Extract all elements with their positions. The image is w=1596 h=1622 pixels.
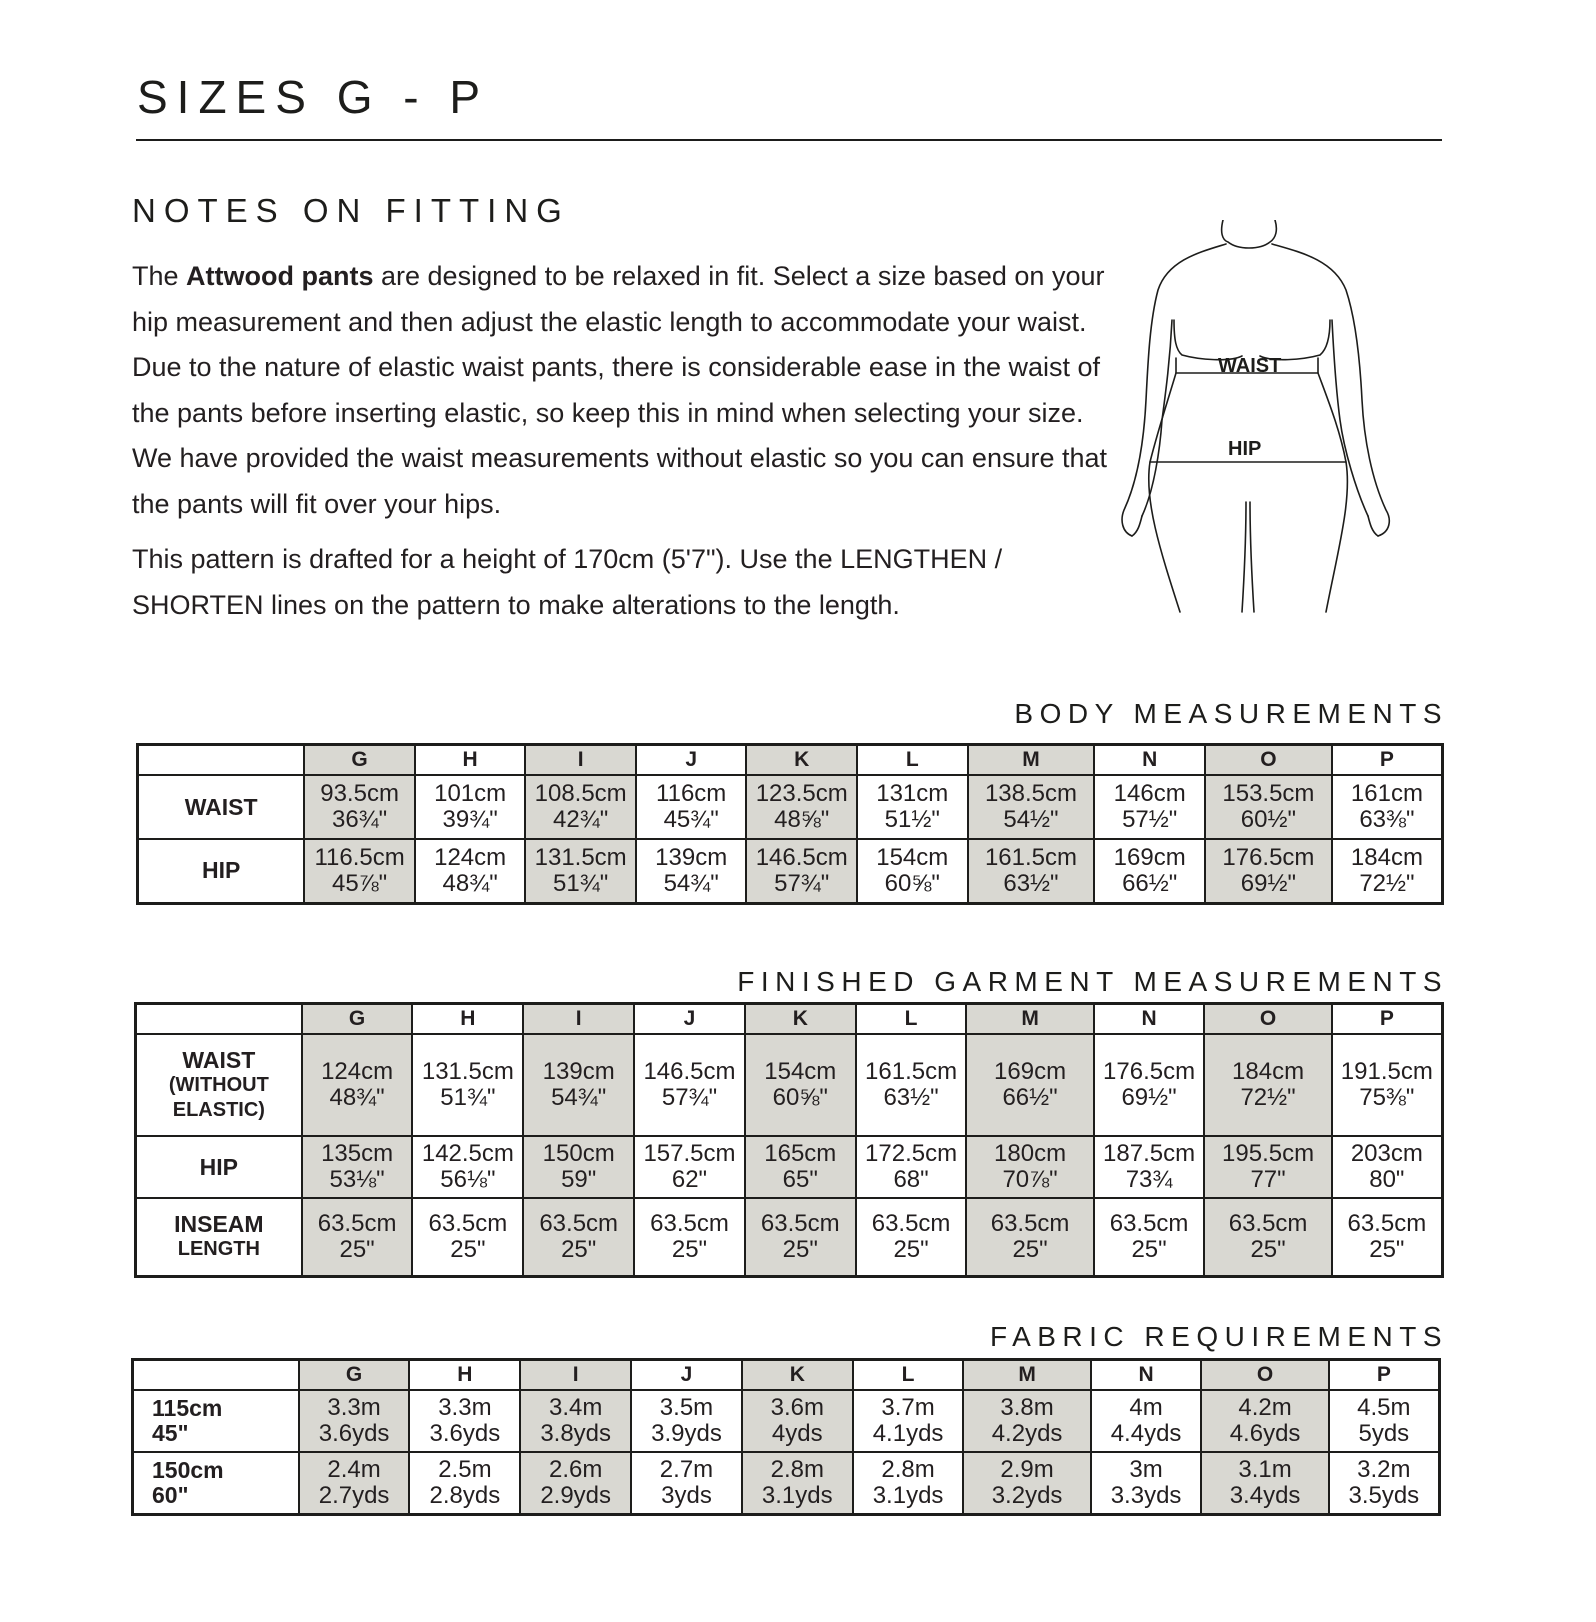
cell-l [856, 1034, 967, 1136]
metric-value: 3.1m [1238, 1455, 1292, 1483]
cell-k [745, 1034, 856, 1136]
imperial-value: 65" [782, 1166, 818, 1193]
imperial-value: 25" [671, 1235, 708, 1263]
notes-paragraph-1 [132, 254, 1117, 527]
imperial-value: 3.9yds [651, 1420, 722, 1447]
cell-h [415, 839, 526, 903]
metric-value: 116.5cm [314, 843, 405, 871]
imperial-value: 56⅛" [440, 1166, 496, 1193]
finished-garment-table [134, 1002, 1444, 1278]
metric-value: 3.3m [327, 1394, 381, 1421]
imperial-value: 69½" [1240, 869, 1297, 897]
row-label: HIP [138, 839, 305, 903]
metric-value: 131.5cm [534, 843, 627, 871]
metric-value: 123.5cm [755, 780, 848, 807]
size-header-n: N [1094, 745, 1205, 776]
size-header-m: M [966, 1004, 1093, 1035]
cell-i [523, 1034, 634, 1136]
cell-i [525, 839, 636, 903]
metric-value: 184cm [1232, 1058, 1305, 1085]
fitting-notes [132, 254, 1117, 638]
imperial-value: 57¾" [774, 869, 830, 897]
metric-value: 161.5cm [865, 1058, 958, 1085]
imperial-value: 57¾" [661, 1084, 718, 1111]
metric-value: 138.5cm [984, 780, 1077, 807]
imperial-value: 51¾" [440, 1084, 496, 1111]
imperial-value: 60½" [1240, 806, 1297, 833]
cell-k [745, 1136, 856, 1198]
cell-j [636, 775, 747, 839]
size-header-k: K [746, 745, 857, 776]
imperial-value: 45¾" [663, 806, 719, 833]
metric-value: 63.5cm [428, 1209, 508, 1237]
cell-n [1091, 1452, 1202, 1514]
cell-p [1329, 1452, 1440, 1514]
metric-value: 154cm [764, 1058, 837, 1085]
imperial-value: 63⅜" [1359, 806, 1415, 833]
size-header-j: J [631, 1360, 742, 1391]
metric-value: 2.9m [1000, 1455, 1054, 1483]
metric-value: 2.8m [770, 1455, 824, 1483]
imperial-value: 4.6yds [1229, 1420, 1301, 1447]
size-header-g: G [299, 1360, 410, 1391]
row-label-line: WAIST [182, 1046, 256, 1073]
body-measurements-table [136, 743, 1444, 905]
imperial-value: 59" [561, 1166, 597, 1193]
cell-o [1201, 1390, 1328, 1452]
para1-text-rest: are designed to be relaxed in fit. Select a size based on your hip measurement and then adjust the elastic length to accommodate your waist. Due to the nature of elastic waist pants, there is considerable ease in the waist of the pants before inserting elastic, so keep this in mind when selecting your size. We have provided the waist measurements without elastic so you can ensure that the pants will fit over your hips. [132, 261, 1108, 519]
metric-value: 187.5cm [1103, 1140, 1196, 1167]
metric-value: 146cm [1113, 780, 1186, 807]
imperial-value: 25" [1012, 1235, 1048, 1263]
metric-value: 63.5cm [317, 1209, 397, 1237]
title-rule [136, 139, 1442, 141]
metric-value: 135cm [321, 1140, 394, 1167]
table-row [136, 1136, 1443, 1198]
cell-p [1332, 1034, 1443, 1136]
imperial-value: 4.2yds [991, 1420, 1063, 1447]
imperial-value: 66½" [1002, 1084, 1058, 1111]
cell-l [856, 1198, 967, 1276]
cell-o [1204, 1136, 1331, 1198]
imperial-value: 25" [1131, 1235, 1167, 1263]
row-label-line: HIP [199, 1153, 239, 1180]
figure-waist-label: WAIST [1218, 355, 1282, 377]
cell-m [966, 1034, 1093, 1136]
size-header-l: L [853, 1360, 964, 1391]
imperial-value: 25" [561, 1235, 597, 1263]
size-header-o: O [1204, 1004, 1331, 1035]
size-header-o: O [1201, 1360, 1328, 1391]
metric-value: 150cm [542, 1140, 615, 1167]
metric-value: 153.5cm [1222, 780, 1315, 807]
figure-hip-label: HIP [1228, 438, 1262, 460]
header-blank [136, 1004, 302, 1035]
imperial-value: 72½" [1359, 869, 1415, 897]
imperial-value: 70⅞" [1002, 1166, 1058, 1193]
metric-value: 2.8m [881, 1455, 935, 1483]
size-header-i: I [520, 1360, 631, 1391]
row-label-line: INSEAM [174, 1210, 264, 1237]
size-header-j: J [636, 745, 747, 776]
cell-h [415, 775, 526, 839]
size-header-n: N [1094, 1004, 1205, 1035]
imperial-value: 60⅝" [884, 869, 940, 897]
cell-i [525, 775, 636, 839]
cell-o [1204, 1034, 1331, 1136]
size-header-i: I [525, 745, 636, 776]
metric-value: 2.6m [549, 1455, 603, 1483]
cell-h [412, 1034, 523, 1136]
row-label: WAIST [138, 775, 305, 839]
metric-value: 2.4m [327, 1455, 381, 1483]
imperial-value: 3.1yds [872, 1481, 944, 1509]
size-header-o: O [1205, 745, 1332, 776]
fabric-requirements-title: FABRIC REQUIREMENTS [990, 1321, 1448, 1352]
imperial-value: 25" [1250, 1235, 1286, 1263]
imperial-value: 54¾" [551, 1084, 607, 1111]
imperial-value: 4.1yds [872, 1420, 944, 1447]
metric-value: 131.5cm [421, 1058, 514, 1085]
metric-value: 63.5cm [760, 1209, 840, 1237]
metric-value: 169cm [1113, 843, 1186, 871]
size-header-l: L [857, 745, 968, 776]
cell-l [857, 839, 968, 903]
size-header-g: G [304, 745, 415, 776]
size-header-p: P [1329, 1360, 1440, 1391]
metric-value: 116cm [656, 780, 727, 807]
metric-value: 63.5cm [650, 1209, 729, 1237]
metric-value: 203cm [1350, 1140, 1423, 1167]
cell-k [742, 1452, 853, 1514]
metric-value: 63.5cm [539, 1209, 619, 1237]
size-header-h: H [412, 1004, 523, 1035]
imperial-value: 57½" [1122, 806, 1178, 833]
imperial-value: 72½" [1240, 1084, 1296, 1111]
cell-p [1329, 1390, 1440, 1452]
cell-o [1205, 839, 1332, 903]
metric-value: 3.6m [770, 1394, 824, 1421]
cell-p [1332, 775, 1443, 839]
table-row [138, 839, 1443, 903]
size-header-i: I [523, 1004, 634, 1035]
cell-m [963, 1390, 1090, 1452]
metric-value: 184cm [1350, 843, 1423, 871]
metric-value: 146.5cm [643, 1058, 736, 1085]
cell-i [520, 1390, 631, 1452]
cell-g [299, 1390, 410, 1452]
metric-value: 63.5cm [1228, 1209, 1308, 1237]
metric-value: 169cm [994, 1058, 1067, 1085]
imperial-value: 66½" [1122, 869, 1178, 897]
size-header-k: K [742, 1360, 853, 1391]
cell-i [520, 1452, 631, 1514]
imperial-value: 45⅞" [331, 869, 388, 897]
cell-j [634, 1034, 745, 1136]
table-row [138, 775, 1443, 839]
metric-value: 195.5cm [1222, 1140, 1315, 1167]
cell-o [1205, 775, 1332, 839]
metric-value: 176.5cm [1222, 843, 1315, 871]
imperial-value: 48⅝" [774, 806, 830, 833]
cell-i [523, 1136, 634, 1198]
imperial-value: 51¾" [553, 869, 609, 897]
metric-value: 3.4m [549, 1394, 603, 1421]
imperial-value: 3.6yds [318, 1420, 390, 1447]
cell-n [1094, 1198, 1205, 1276]
metric-value: 176.5cm [1103, 1058, 1196, 1085]
cell-j [636, 839, 747, 903]
metric-value: 139cm [655, 843, 728, 871]
imperial-value: 2.7yds [318, 1481, 390, 1509]
cell-h [409, 1452, 520, 1514]
metric-value: 161.5cm [984, 843, 1077, 871]
cell-j [631, 1452, 742, 1514]
metric-value: 139cm [542, 1058, 615, 1085]
cell-m [968, 775, 1095, 839]
size-header-row [136, 1004, 1443, 1035]
metric-value: 131cm [876, 780, 949, 807]
cell-l [856, 1136, 967, 1198]
imperial-value: 4yds [771, 1420, 823, 1447]
imperial-value: 2.9yds [540, 1481, 612, 1509]
row-label-line: 150cm [152, 1456, 224, 1483]
notes-paragraph-2: This pattern is drafted for a height of 170cm (5'7"). Use the LENGTHEN / SHORTEN lines on the pattern to make alterations to the length. [132, 544, 1003, 620]
cell-m [968, 839, 1095, 903]
imperial-value: 5yds [1358, 1420, 1410, 1447]
cell-n [1094, 1034, 1205, 1136]
cell-o [1201, 1452, 1328, 1514]
row-label [136, 1198, 302, 1276]
size-header-row [133, 1360, 1440, 1391]
imperial-value: 3.1yds [761, 1481, 833, 1509]
imperial-value: 51½" [884, 806, 940, 833]
metric-value: 3.5m [659, 1394, 714, 1421]
table-row [133, 1390, 1440, 1452]
cell-n [1091, 1390, 1202, 1452]
size-header-l: L [856, 1004, 967, 1035]
fabric-requirements-table [131, 1358, 1441, 1516]
cell-p [1332, 1198, 1443, 1276]
row-label [136, 1034, 302, 1136]
metric-value: 2.7m [659, 1455, 714, 1483]
header-blank [138, 745, 305, 776]
imperial-value: 36¾" [331, 806, 388, 833]
imperial-value: 63½" [883, 1084, 939, 1111]
imperial-value: 42¾" [553, 806, 609, 833]
cell-h [409, 1390, 520, 1452]
cell-j [631, 1390, 742, 1452]
cell-o [1204, 1198, 1331, 1276]
row-label-line: ELASTIC) [172, 1098, 265, 1121]
row-label [136, 1136, 302, 1198]
row-label-line: (WITHOUT [168, 1073, 269, 1096]
cell-g [304, 775, 415, 839]
metric-value: 165cm [764, 1140, 837, 1167]
cell-k [745, 1198, 856, 1276]
metric-value: 161cm [1350, 780, 1423, 807]
row-label-line: LENGTH [177, 1237, 260, 1260]
imperial-value: 2.8yds [429, 1481, 501, 1509]
imperial-value: 80" [1369, 1166, 1405, 1193]
cell-p [1332, 839, 1443, 903]
cell-h [412, 1198, 523, 1276]
header-blank [133, 1360, 299, 1391]
table-row [136, 1198, 1443, 1276]
imperial-value: 48¾" [329, 1084, 385, 1111]
metric-value: 3.2m [1357, 1455, 1411, 1483]
imperial-value: 3.4yds [1229, 1481, 1301, 1509]
size-header-p: P [1332, 745, 1443, 776]
imperial-value: 69½" [1121, 1084, 1177, 1111]
size-header-p: P [1332, 1004, 1443, 1035]
body-measurements-title: BODY MEASUREMENTS [1014, 698, 1448, 729]
cell-l [853, 1390, 964, 1452]
imperial-value: 25" [450, 1235, 486, 1263]
cell-n [1094, 1136, 1205, 1198]
cell-h [412, 1136, 523, 1198]
cell-g [304, 839, 415, 903]
imperial-value: 25" [339, 1235, 375, 1263]
size-header-g: G [302, 1004, 413, 1035]
metric-value: 172.5cm [865, 1140, 958, 1167]
imperial-value: 39¾" [442, 806, 498, 833]
metric-value: 3.7m [881, 1394, 935, 1421]
cell-l [857, 775, 968, 839]
table-row [133, 1452, 1440, 1514]
cell-g [302, 1198, 413, 1276]
metric-value: 93.5cm [320, 780, 399, 807]
cell-m [966, 1198, 1093, 1276]
metric-value: 101cm [434, 780, 507, 807]
metric-value: 2.5m [438, 1455, 492, 1483]
size-header-h: H [415, 745, 526, 776]
size-header-m: M [968, 745, 1095, 776]
cell-j [634, 1136, 745, 1198]
size-header-n: N [1091, 1360, 1202, 1391]
metric-value: 3.3m [438, 1394, 492, 1421]
metric-value: 191.5cm [1340, 1058, 1433, 1085]
metric-value: 154cm [876, 843, 949, 871]
metric-value: 108.5cm [534, 780, 627, 807]
cell-k [746, 775, 857, 839]
metric-value: 3.8m [1000, 1394, 1054, 1421]
cell-g [302, 1136, 413, 1198]
para1-text: The [132, 261, 187, 291]
imperial-value: 48¾" [442, 869, 498, 897]
metric-value: 4.2m [1238, 1394, 1292, 1421]
imperial-value: 25" [893, 1235, 929, 1263]
imperial-value: 62" [671, 1166, 708, 1193]
imperial-value: 63½" [1003, 869, 1059, 897]
cell-m [963, 1452, 1090, 1514]
imperial-value: 73¾ [1125, 1166, 1173, 1193]
imperial-value: 25" [782, 1235, 818, 1263]
metric-value: 124cm [434, 843, 507, 871]
imperial-value: 60⅝" [772, 1084, 828, 1111]
imperial-value: 4.4yds [1110, 1420, 1182, 1447]
metric-value: 3m [1129, 1455, 1163, 1483]
metric-value: 157.5cm [643, 1140, 736, 1167]
imperial-value: 54½" [1003, 806, 1059, 833]
size-header-m: M [963, 1360, 1090, 1391]
row-label [133, 1452, 299, 1514]
imperial-value: 3.8yds [540, 1420, 612, 1447]
cell-m [966, 1136, 1093, 1198]
cell-n [1094, 775, 1205, 839]
metric-value: 4m [1129, 1394, 1163, 1421]
imperial-value: 3.2yds [991, 1481, 1063, 1509]
size-header-h: H [409, 1360, 520, 1391]
cell-j [634, 1198, 745, 1276]
metric-value: 142.5cm [421, 1140, 514, 1167]
row-label-line: 45" [152, 1420, 189, 1446]
metric-value: 63.5cm [990, 1209, 1070, 1237]
body-figure-illustration [1120, 220, 1440, 630]
imperial-value: 75⅜" [1359, 1084, 1415, 1111]
size-header-row [138, 745, 1443, 776]
metric-value: 146.5cm [755, 843, 848, 871]
imperial-value: 3yds [661, 1481, 712, 1509]
cell-i [523, 1198, 634, 1276]
cell-n [1094, 839, 1205, 903]
imperial-value: 25" [1369, 1235, 1405, 1263]
metric-value: 63.5cm [871, 1209, 951, 1237]
page-title: SIZES G - P [137, 71, 490, 123]
imperial-value: 77" [1250, 1166, 1286, 1193]
size-header-j: J [634, 1004, 745, 1035]
notes-heading: NOTES ON FITTING [132, 192, 570, 229]
imperial-value: 68" [893, 1166, 929, 1193]
imperial-value: 53⅛" [329, 1166, 385, 1193]
cell-g [299, 1452, 410, 1514]
row-label-line: 60" [152, 1481, 189, 1508]
cell-l [853, 1452, 964, 1514]
cell-p [1332, 1136, 1443, 1198]
imperial-value: 3.6yds [429, 1420, 501, 1447]
cell-g [302, 1034, 413, 1136]
table-row [136, 1034, 1443, 1136]
size-header-k: K [745, 1004, 856, 1035]
metric-value: 63.5cm [1109, 1209, 1189, 1237]
row-label-line: 115cm [152, 1395, 223, 1421]
metric-value: 63.5cm [1347, 1209, 1427, 1237]
metric-value: 180cm [994, 1140, 1067, 1167]
cell-k [742, 1390, 853, 1452]
imperial-value: 54¾" [663, 869, 719, 897]
finished-garment-title: FINISHED GARMENT MEASUREMENTS [737, 966, 1448, 997]
pattern-name: Attwood pants [186, 261, 374, 291]
metric-value: 4.5m [1357, 1394, 1411, 1421]
imperial-value: 3.3yds [1110, 1481, 1182, 1509]
row-label [133, 1390, 299, 1452]
metric-value: 124cm [321, 1058, 394, 1085]
cell-k [746, 839, 857, 903]
imperial-value: 3.5yds [1348, 1481, 1420, 1509]
